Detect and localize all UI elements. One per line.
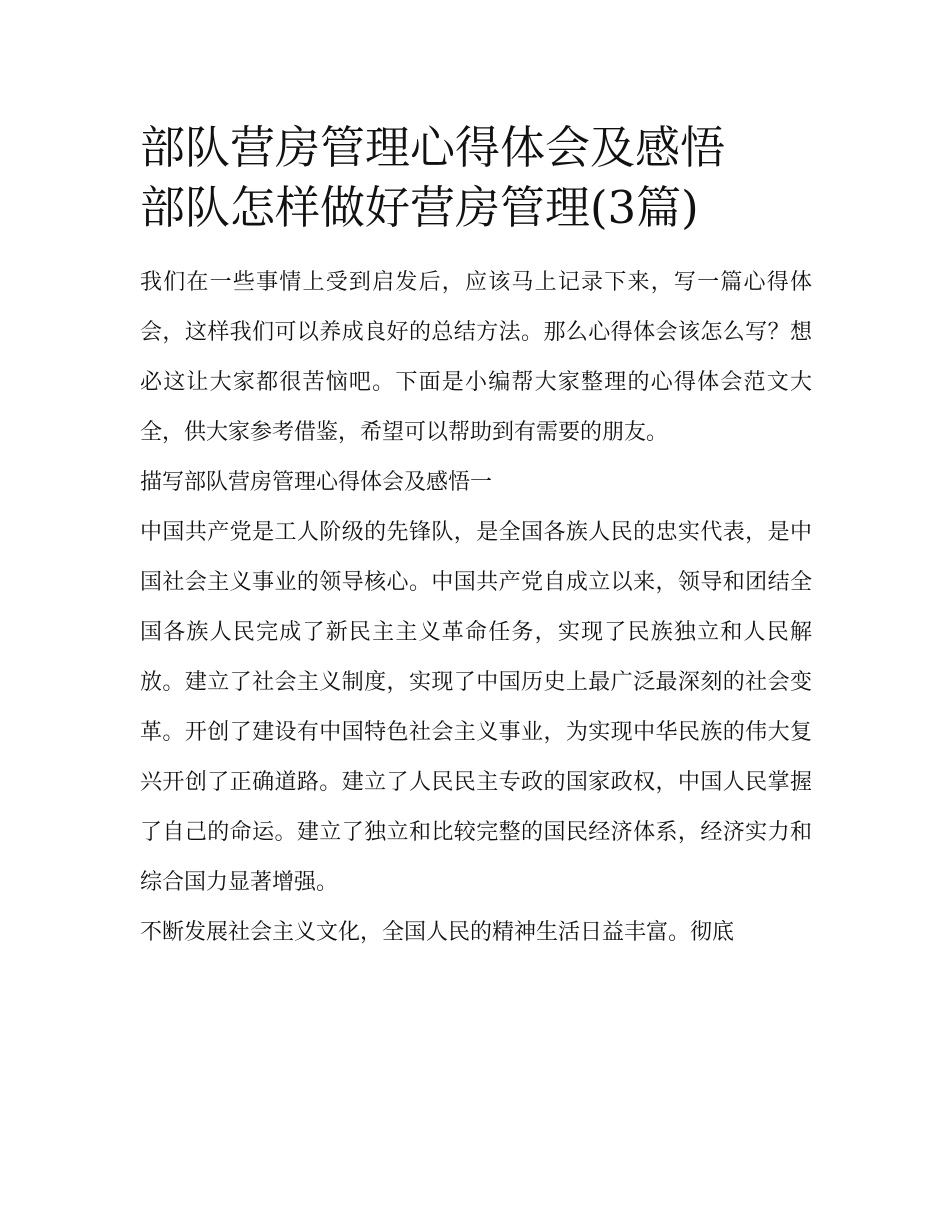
document-page xyxy=(140,118,812,958)
intro-paragraph: 我们在一些事情上受到启发后，应该马上记录下来，写一篇心得体会，这样我们可以养成良好的总结方法。那么心得体会该怎么写？想必这让大家都很苦恼吧。下面是小编帮大家整理的心得体会范文大全，供大家参考借鉴，希望可以帮助到有需要的朋友。 xyxy=(140,270,812,445)
title-line-2: 部队怎样做好营房管理(3篇) xyxy=(140,181,699,234)
body-paragraph-1: 中国共产党是工人阶级的先锋队，是全国各族人民的忠实代表，是中国社会主义事业的领导核心。中国共产党自成立以来，领导和团结全国各族人民完成了新民主主义革命任务，实现了民族独立和人民解放。建立了社会主义制度，实现了中国历史上最广泛最深刻的社会变革。开创了建设有中国特色社会主义事业，为实现中华民族的伟大复兴开创了正确道路。建立了人民民主专政的国家政权，中国人民掌握了自己的命运。建立了独立和比较完整的国民经济体系，经济实力和综合国力显著增强。 xyxy=(140,520,812,895)
section-heading: 描写部队营房管理心得体会及感悟一 xyxy=(140,470,493,495)
title-line-1: 部队营房管理心得体会及感悟 xyxy=(140,121,726,174)
body-paragraph-2: 不断发展社会主义文化，全国人民的精神生活日益丰富。彻底 xyxy=(140,920,735,945)
document-title xyxy=(140,118,812,238)
